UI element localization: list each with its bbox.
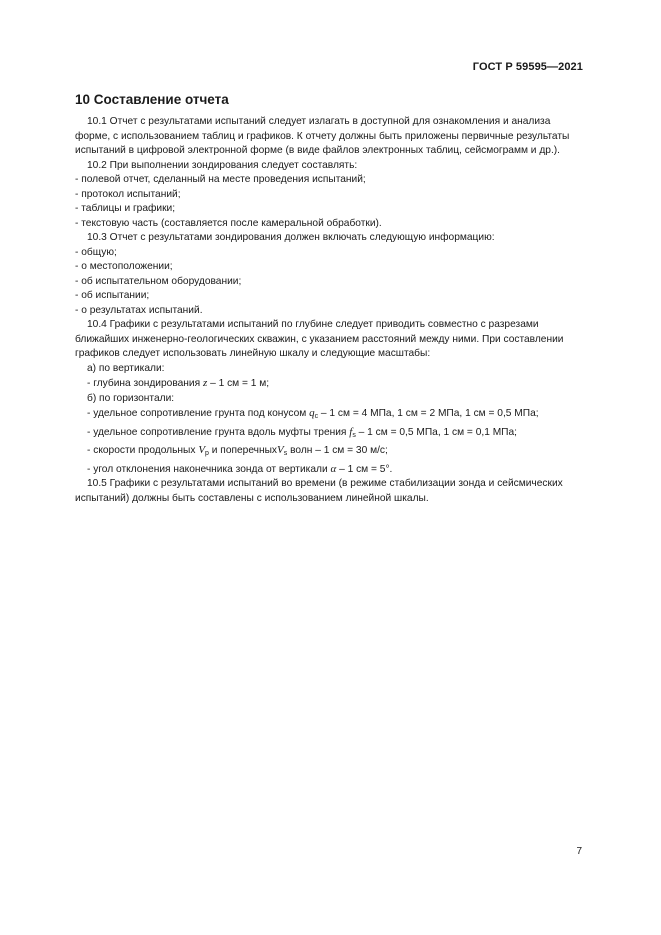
text-line: испытаний) должны быть составлены с использованием линейной шкалы. <box>75 492 429 504</box>
subscript: s <box>352 431 356 439</box>
vertical-scale-label: а) по вертикали: <box>87 362 165 374</box>
text-line: форме, с использованием таблиц и графиков. К отчету должны быть приложены первичные результаты <box>75 130 570 142</box>
variable: V <box>198 444 206 456</box>
list-item <box>75 443 586 462</box>
list-item <box>75 462 586 478</box>
text: - скорости продольных <box>87 445 199 456</box>
paragraph-10-2: 10.2 При выполнении зондирования следует составлять: <box>87 159 358 171</box>
text-line: испытаний в цифровой электронной форме (в виде файлов электронных таблиц, сейсмограмм и др.). <box>75 145 560 156</box>
page-number: 7 <box>576 846 582 857</box>
variable: q <box>309 407 315 419</box>
list-item: - текстовую часть (составляется после камеральной обработки). <box>75 217 382 229</box>
subscript: c <box>314 413 319 420</box>
variable: α <box>330 462 337 475</box>
text: - удельное сопротивление грунта вдоль муфты трения <box>87 426 350 438</box>
horizontal-scale-label: б) по горизонтали: <box>87 392 175 404</box>
text-line: ближайших инженерно-геологических скважин, с указанием расстояний между ними. При составлении <box>75 333 564 345</box>
text: – 1 см = 0,5 МПа, 1 см = 0,1 МПа; <box>355 426 518 438</box>
section-title: 10 Составление отчета <box>75 92 229 107</box>
text: - угол отклонения наконечника зонда от вертикали <box>87 463 331 475</box>
list-item: - о результатах испытаний. <box>75 304 203 316</box>
variable: z <box>202 377 208 389</box>
list-item: - полевой отчет, сделанный на месте проведения испытаний; <box>75 174 366 185</box>
list-item <box>75 425 586 444</box>
variable: V <box>277 444 284 456</box>
paragraph-10-5: 10.5 Графики с результатами испытаний во времени (в режиме стабилизации зонда и сейсмических <box>87 478 563 489</box>
text: - глубина зондирования <box>87 378 203 389</box>
document-body <box>75 115 586 506</box>
list-item <box>75 376 586 392</box>
text: и поперечных <box>208 445 278 456</box>
text: - удельное сопротивление грунта под конусом <box>87 408 310 419</box>
subscript: p <box>205 450 209 457</box>
list-item: - о местоположении; <box>75 261 173 272</box>
list-item: - протокол испытаний; <box>75 188 181 200</box>
list-10-3 <box>75 246 586 319</box>
document-code: ГОСТ Р 59595—2021 <box>472 61 583 73</box>
subscript: s <box>283 450 288 457</box>
paragraph-10-3: 10.3 Отчет с результатами зондирования должен включать следующую информацию: <box>87 232 495 243</box>
text-line: 10.1 Отчет с результатами испытаний следует излагать в доступной для ознакомления и анализа <box>87 116 551 127</box>
variable: f <box>349 425 353 438</box>
list-item: - об испытании; <box>75 290 150 301</box>
text-line: графиков следует использовать линейную шкалу и следующие масштабы: <box>75 348 431 359</box>
list-item <box>75 406 586 425</box>
paragraph-10-1 <box>75 115 586 130</box>
paragraph-10-4: 10.4 Графики с результатами испытаний по глубине следует приводить совместно с разрезами <box>87 319 539 330</box>
list-item: - об испытательном оборудовании; <box>75 275 242 287</box>
list-item: - общую; <box>75 246 117 258</box>
list-10-2 <box>75 173 586 231</box>
list-item: - таблицы и графики; <box>75 203 176 214</box>
text: – 1 см = 5°. <box>336 463 393 475</box>
text: – 1 см = 4 МПа, 1 см = 2 МПа, 1 см = 0,5 МПа; <box>318 408 539 419</box>
text: – 1 см = 1 м; <box>207 378 270 389</box>
text: волн – 1 см = 30 м/с; <box>287 445 388 456</box>
